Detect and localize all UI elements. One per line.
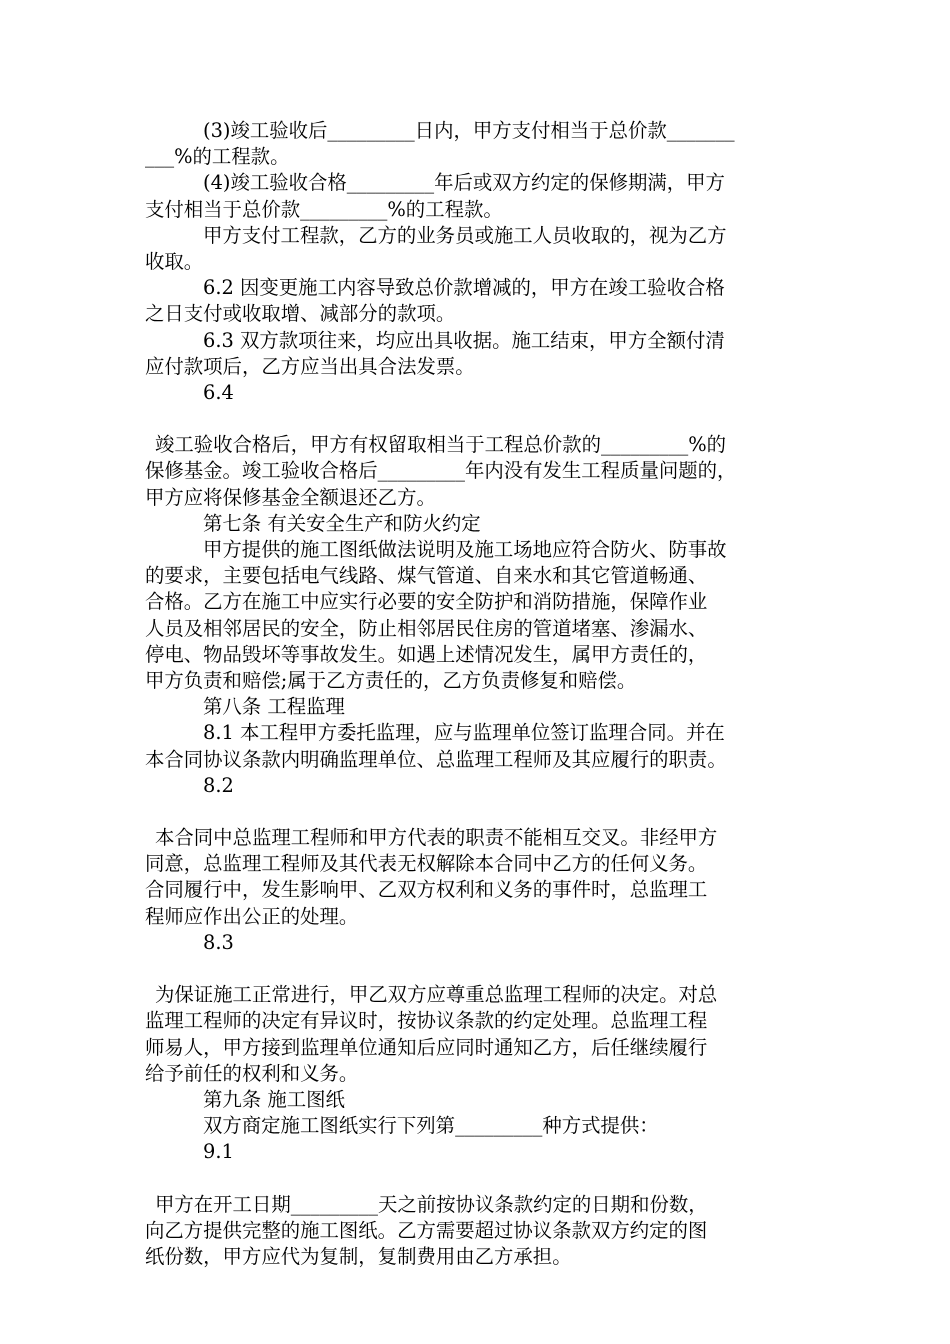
text-line: 的要求，主要包括电气线路、煤气管道、自来水和其它管道畅通、 [145,564,708,588]
blank-line [145,1166,815,1192]
section-heading: 第九条 施工图纸 [203,1087,345,1111]
text-line: 师易人，甲方接到监理单位通知后应同时通知乙方，后任继续履行 [145,1035,708,1059]
text-line: 人员及相邻居民的安全，防止相邻居民住房的管道堵塞、渗漏水、 [145,616,708,640]
text-line: (4)竣工验收合格_________年后或双方约定的保修期满，甲方 [203,171,725,195]
text-line: 本合同中总监理工程师和甲方代表的职责不能相互交叉。非经甲方 [155,826,718,850]
text-line: 纸份数，甲方应代为复制，复制费用由乙方承担。 [145,1245,572,1269]
blank-line [145,799,815,825]
text-line: 程师应作出公正的处理。 [145,904,359,928]
text-line: 支付相当于总价款_________%的工程款。 [145,197,503,221]
text-line: 6.4 [203,380,234,404]
text-line: 双方商定施工图纸实行下列第_________种方式提供： [203,1114,659,1138]
text-line: (3)竣工验收后_________日内，甲方支付相当于总价款_______ [203,119,735,142]
text-line: 甲方负责和赔偿;属于乙方责任的，乙方负责修复和赔偿。 [145,668,637,692]
text-line: 甲方支付工程款，乙方的业务员或施工人员收取的，视为乙方 [203,223,727,247]
text-line: 保修基金。竣工验收合格后_________年内没有发生工程质量问题的， [145,459,737,483]
text-line: 8.2 [203,773,234,797]
text-line: 8.3 [203,930,234,954]
text-line: 之日支付或收取增、减部分的款项。 [145,302,456,326]
text-line: 甲方在开工日期_________天之前按协议条款约定的日期和份数， [155,1192,708,1216]
text-line: 本合同协议条款内明确监理单位、总监理工程师及其应履行的职责。 [145,747,727,771]
document-page [145,118,815,1270]
text-line: 监理工程师的决定有异议时，按协议条款的约定处理。总监理工程 [145,1009,708,1033]
text-line: 停电、物品毁坏等事故发生。如遇上述情况发生，属甲方责任的， [145,642,708,666]
section-heading: 第七条 有关安全生产和防火约定 [203,511,481,535]
text-line: 为保证施工正常进行，甲乙双方应尊重总监理工程师的决定。对总 [155,983,718,1007]
text-line: 8.1 本工程甲方委托监理，应与监理单位签订监理合同。并在 [203,721,725,745]
text-line: 同意，总监理工程师及其代表无权解除本合同中乙方的任何义务。 [145,852,708,876]
text-line: 收取。 [145,249,204,273]
text-line: 9.1 [203,1140,234,1164]
text-line: 合格。乙方在施工中应实行必要的安全防护和消防措施，保障作业 [145,590,708,614]
text-line: ___%的工程款。 [145,145,290,169]
text-line: 给予前任的权利和义务。 [145,1061,359,1085]
blank-line [145,406,815,432]
text-line: 甲方应将保修基金全额退还乙方。 [145,485,436,509]
text-line: 应付款项后，乙方应当出具合法发票。 [145,354,475,378]
blank-line [145,956,815,982]
section-heading: 第八条 工程监理 [203,695,345,719]
text-line: 向乙方提供完整的施工图纸。乙方需要超过协议条款双方约定的图 [145,1218,708,1242]
text-line: 甲方提供的施工图纸做法说明及施工场地应符合防火、防事故 [203,538,727,561]
text-line: 竣工验收合格后，甲方有权留取相当于工程总价款的_________%的 [155,433,727,457]
text-line: 6.2 因变更施工内容导致总价款增减的，甲方在竣工验收合格 [203,276,725,300]
text-line: 6.3 双方款项往来，均应出具收据。施工结束，甲方全额付清 [203,328,725,352]
text-line: 合同履行中，发生影响甲、乙双方权利和义务的事件时，总监理工 [145,878,708,902]
